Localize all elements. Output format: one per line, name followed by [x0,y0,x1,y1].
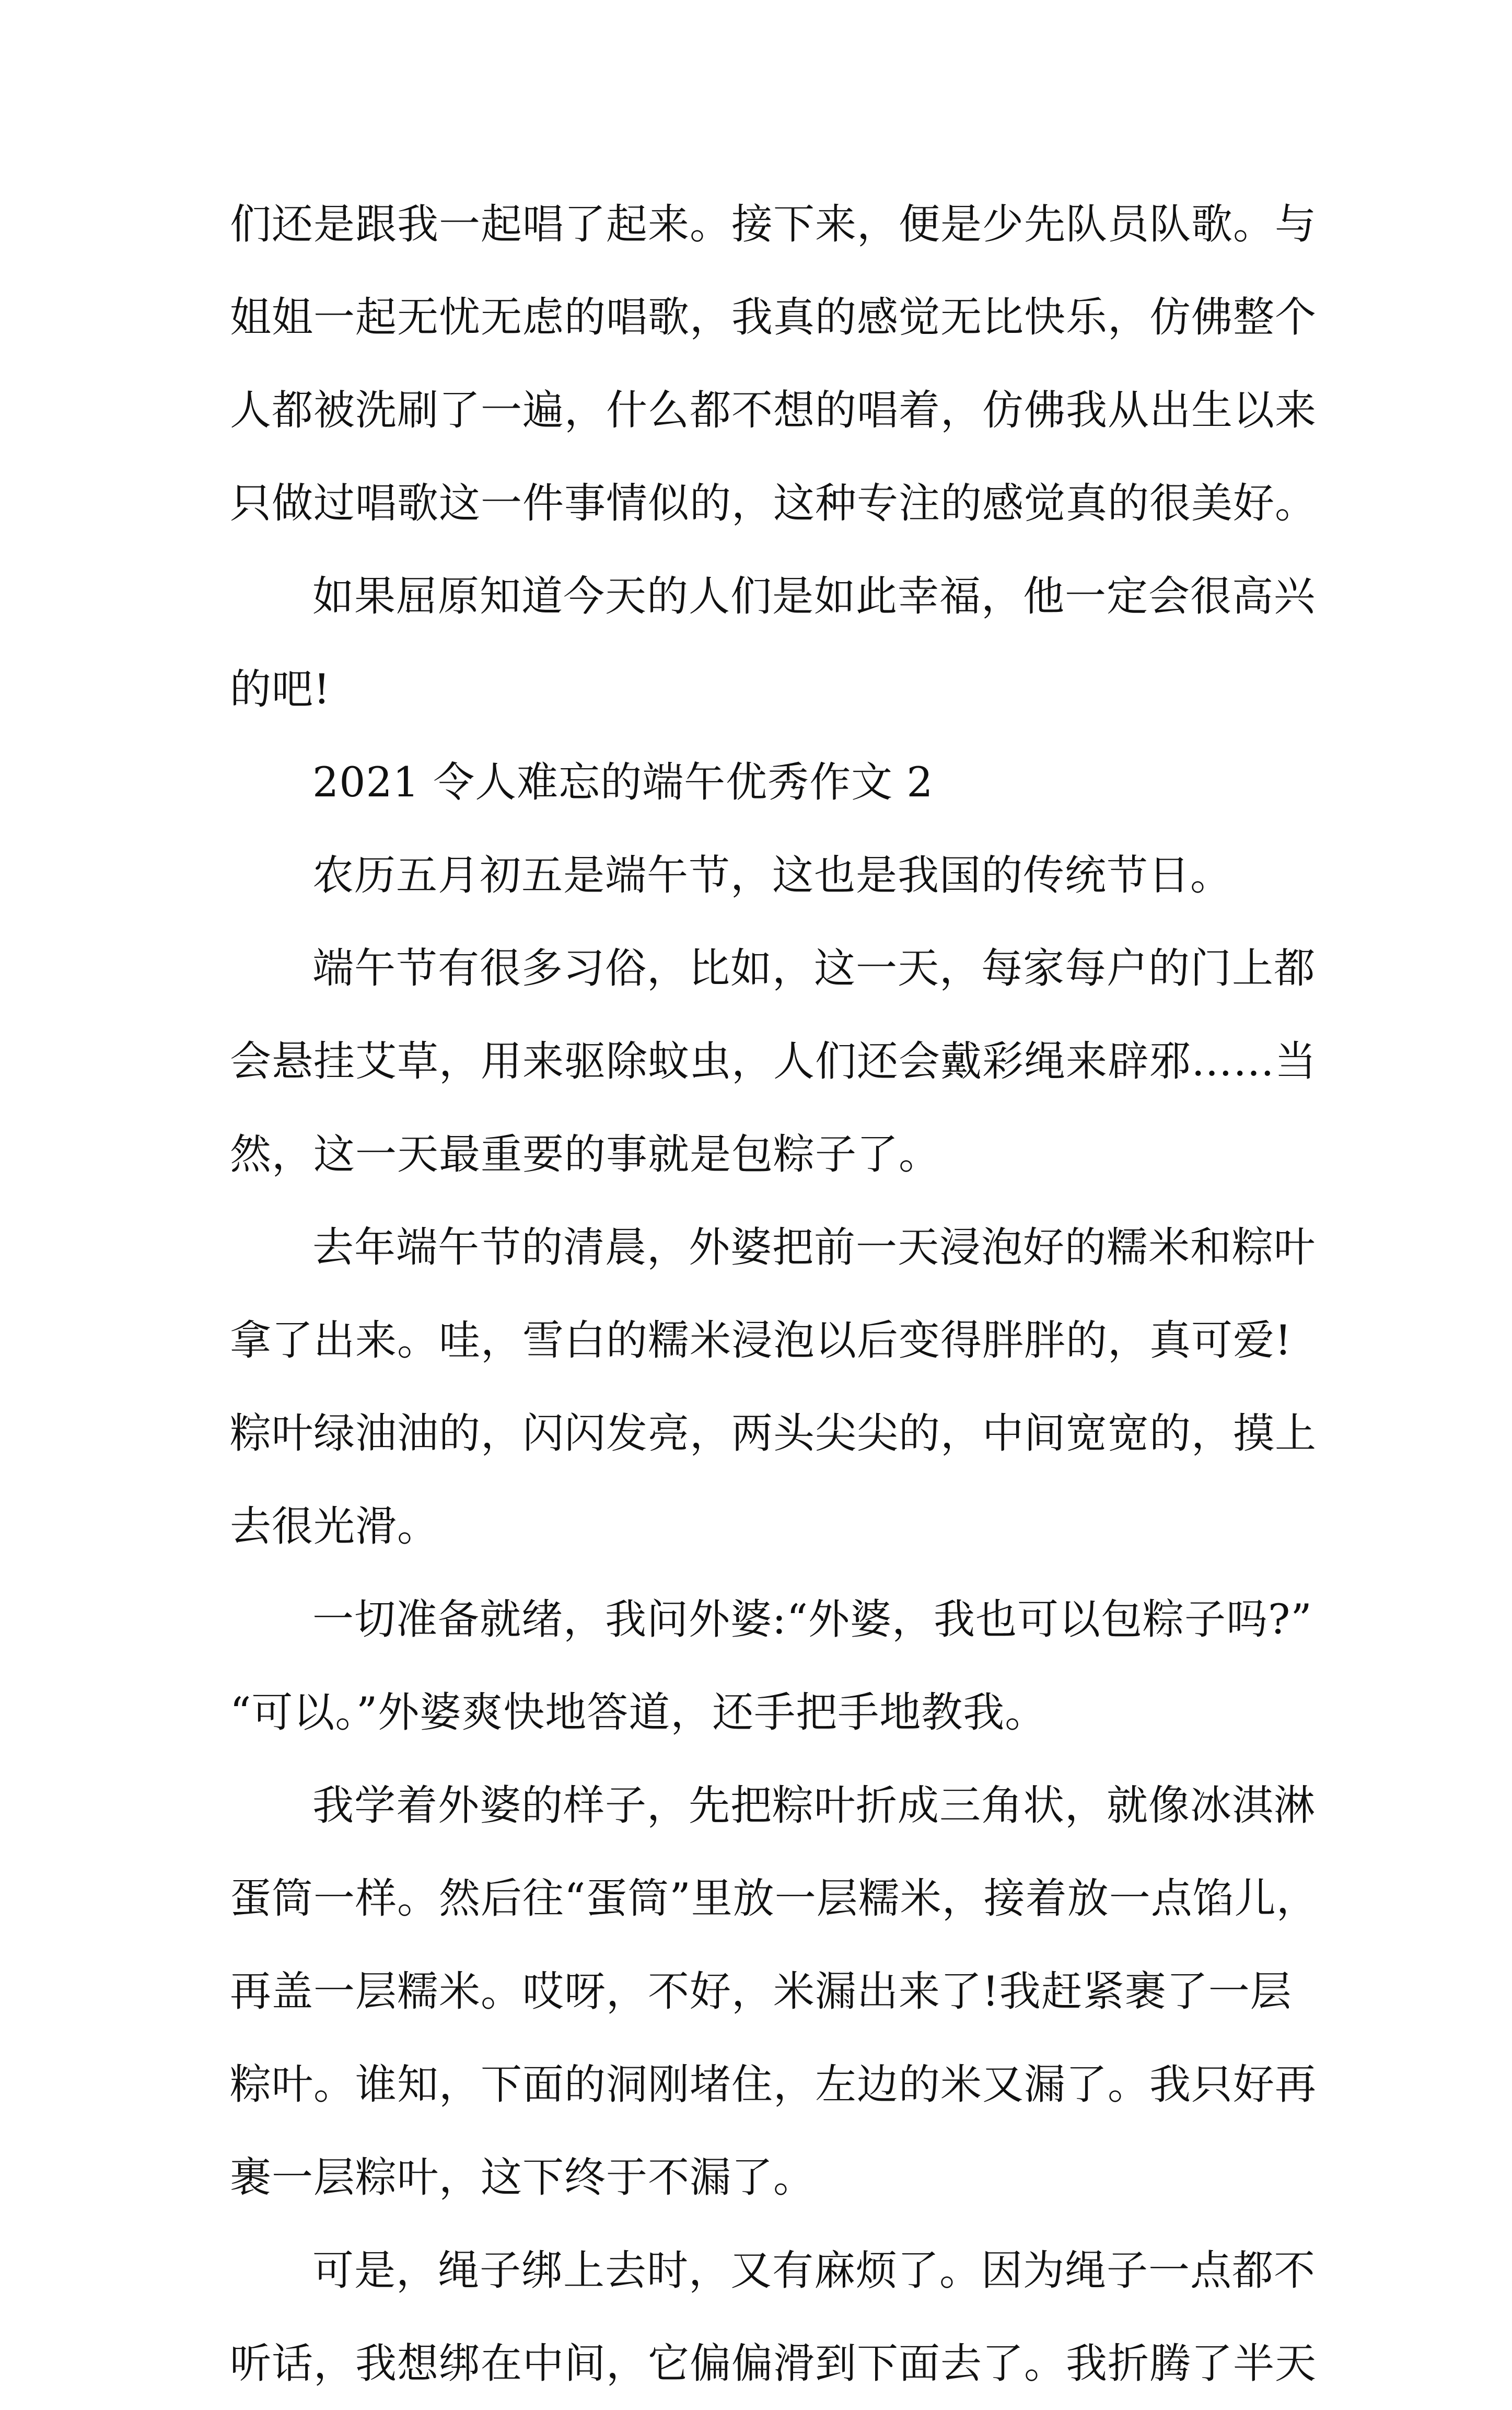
essay-text [230,178,1337,2410]
paragraph-start-line: 一切准备就绪，我问外婆:“外婆，我也可以包粽子吗?” [312,1595,1312,1643]
paragraph-start-line: 如果屈原知道今天的人们是如此幸福，他一定会很高兴 [312,572,1316,620]
text-line: 去很光滑。 [230,1502,439,1550]
text-line: 粽叶绿油油的，闪闪发亮，两头尖尖的，中间宽宽的，摸上 [230,1409,1317,1457]
text-line: 人都被洗刷了一遍，什么都不想的唱着，仿佛我从出生以来 [230,386,1317,434]
text-line: 的吧! [230,665,331,713]
text-line: 然，这一天最重要的事就是包粽子了。 [230,1130,940,1178]
text-line: 姐姐一起无忧无虑的唱歌，我真的感觉无比快乐，仿佛整个 [230,293,1317,341]
text-line: 只做过唱歌这一件事情似的，这种专注的感觉真的很美好。 [230,479,1317,527]
text-line: 蛋筒一样。然后往“蛋筒”里放一层糯米，接着放一点馅儿， [230,1874,1318,1922]
text-line: 听话，我想绑在中间，它偏偏滑到下面去了。我折腾了半天 [230,2339,1317,2388]
text-line: 再盖一层糯米。哎呀，不好，米漏出来了!我赶紧裹了一层 [230,1967,1292,2015]
text-line: 们还是跟我一起唱了起来。接下来，便是少先队员队歌。与 [230,200,1317,248]
paragraph-start-line: 端午节有很多习俗，比如，这一天，每家每户的门上都 [312,944,1316,992]
paragraph-start-line: 可是，绳子绑上去时，又有麻烦了。因为绳子一点都不 [312,2246,1316,2295]
paragraph-start-line: 去年端午节的清晨，外婆把前一天浸泡好的糯米和粽叶 [312,1223,1316,1271]
text-line: 粽叶。谁知，下面的洞刚堵住，左边的米又漏了。我只好再 [230,2060,1317,2108]
paragraph-start-line: 农历五月初五是端午节，这也是我国的传统节日。 [312,851,1232,899]
paragraph-start-line: 我学着外婆的样子，先把粽叶折成三角状，就像冰淇淋 [312,1781,1316,1829]
section-heading: 2021 令人难忘的端午优秀作文 2 [312,758,934,806]
text-line: 会悬挂艾草，用来驱除蚊虫，人们还会戴彩绳来辟邪……当 [230,1037,1317,1085]
text-line: 拿了出来。哇，雪白的糯米浸泡以后变得胖胖的，真可爱! [230,1316,1292,1364]
text-line: “可以。”外婆爽快地答道，还手把手地教我。 [230,1688,1047,1736]
text-line: 裹一层粽叶，这下终于不漏了。 [230,2153,815,2202]
